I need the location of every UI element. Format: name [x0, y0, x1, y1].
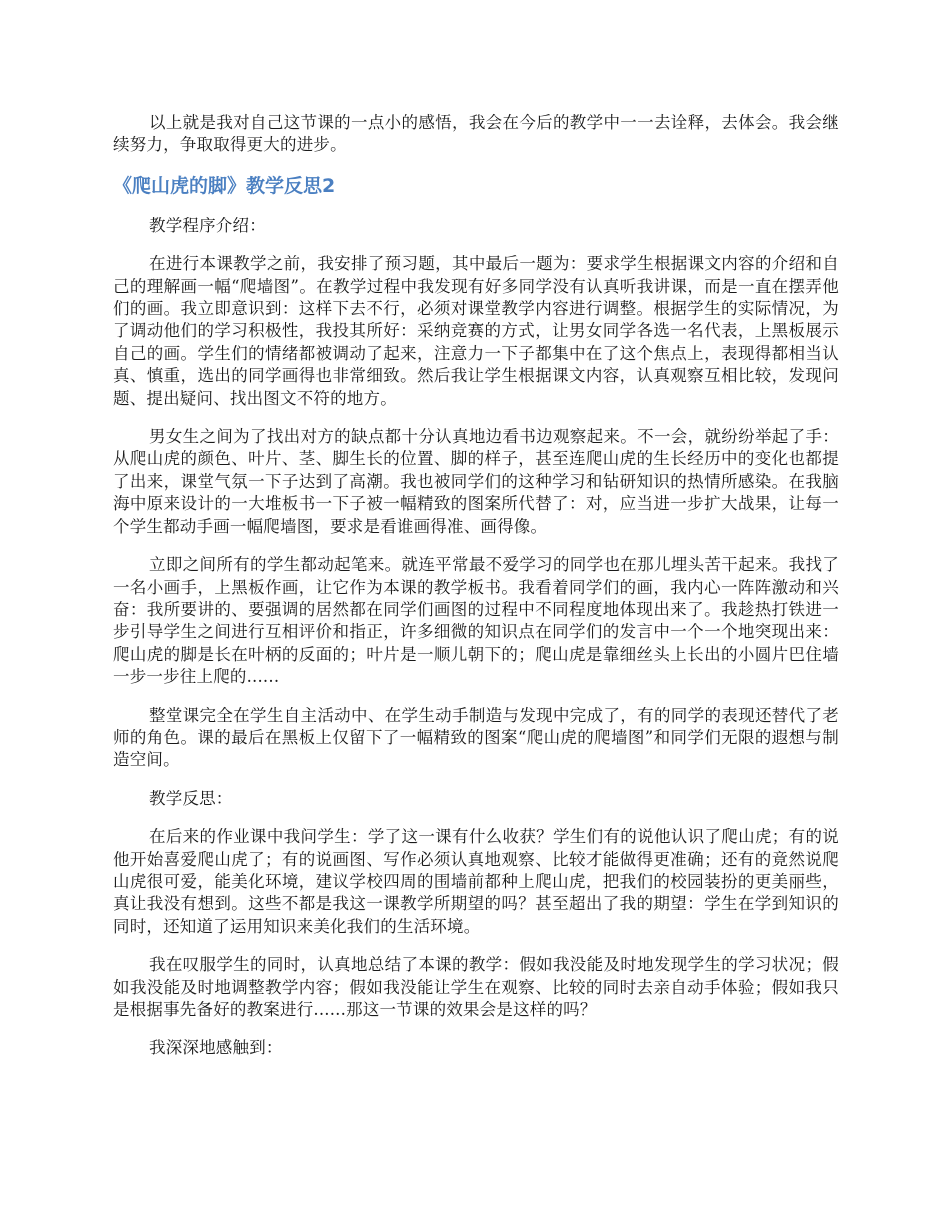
paragraph: 在后来的作业课中我问学生：学了这一课有什么收获？学生们有的说他认识了爬山虎；有的说他开始喜爱爬山虎了；有的说画图、写作必须认真地观察、比较才能做得更准确；还有的竟然说爬山虎很可爱，能美化环境，建议学校四周的围墙前都种上爬山虎，把我们的校园装扮的更美丽些，真让我没有想到。这些不都是我这一课教学所期望的吗？甚至超出了我的期望：学生在学到知识的同时，还知道了运用知识来美化我们的生活环境。 — [113, 827, 839, 936]
document-page — [113, 112, 839, 1076]
paragraph: 在进行本课教学之前，我安排了预习题，其中最后一题为：要求学生根据课文内容的介绍和自己的理解画一幅“爬墙图”。在教学过程中我发现有好多同学没有认真听我讲课，而是一直在摆弄他们的画。我立即意识到：这样下去不行，必须对课堂教学内容进行调整。根据学生的实际情况，为了调动他们的学习积极性，我投其所好：采纳竞赛的方式，让男女同学各选一名代表，上黑板展示自己的画。学生们的情绪都被调动了起来，注意力一下子都集中在了这个焦点上，表现得都相当认真、慎重，选出的同学画得也非常细致。然后我让学生根据课文内容，认真观察互相比较，发现问题、提出疑问、找出图文不符的地方。 — [113, 254, 839, 408]
paragraph: 我深深地感触到： — [149, 1038, 283, 1058]
paragraph: 教学反思： — [149, 788, 233, 808]
paragraph: 教学程序介绍： — [149, 215, 266, 235]
paragraph: 男女生之间为了找出对方的缺点都十分认真地边看书边观察起来。不一会，就纷纷举起了手：从爬山虎的颜色、叶片、茎、脚生长的位置、脚的样子，甚至连爬山虎的生长经历中的变化也都提了出来，课堂气氛一下子达到了高潮。我也被同学们的这种学习和钻研知识的热情所感染。在我脑海中原来设计的一大堆板书一下子被一幅精致的图案所代替了：对，应当进一步扩大战果，让每一个学生都动手画一幅爬墙图，要求是看谁画得准、画得像。 — [113, 427, 839, 536]
paragraph: 整堂课完全在学生自主活动中、在学生动手制造与发现中完成了，有的同学的表现还替代了老师的角色。课的最后在黑板上仅留下了一幅精致的图案“爬山虎的爬墙图”和同学们无限的遐想与制造空间。 — [113, 705, 839, 770]
paragraph: 我在叹服学生的同时，认真地总结了本课的教学：假如我没能及时地发现学生的学习状况；假如我没能及时地调整教学内容；假如我没能让学生在观察、比较的同时去亲自动手体验；假如我只是根据事先备好的教案进行......那这一节课的效果会是这样的吗？ — [113, 955, 839, 1019]
section-heading: 《爬山虎的脚》教学反思2 — [113, 174, 336, 197]
paragraph-intro: 以上就是我对自己这节课的一点小的感悟，我会在今后的教学中一一去诠释，去体会。我会继续努力，争取取得更大的进步。 — [113, 113, 839, 155]
paragraph: 立即之间所有的学生都动起笔来。就连平常最不爱学习的同学也在那儿埋头苦干起来。我找了一名小画手，上黑板作画，让它作为本课的教学板书。我看着同学们的画，我内心一阵阵激动和兴奋：我所要讲的、要强调的居然都在同学们画图的过程中不同程度地体现出来了。我趁热打铁进一步引导学生之间进行互相评价和指正，许多细微的知识点在同学们的发言中一个一个地突现出来：爬山虎的脚是长在叶柄的反面的；叶片是一顺儿朝下的；爬山虎是靠细丝头上长出的小圆片巴住墙一步一步往上爬的...... — [113, 555, 839, 687]
